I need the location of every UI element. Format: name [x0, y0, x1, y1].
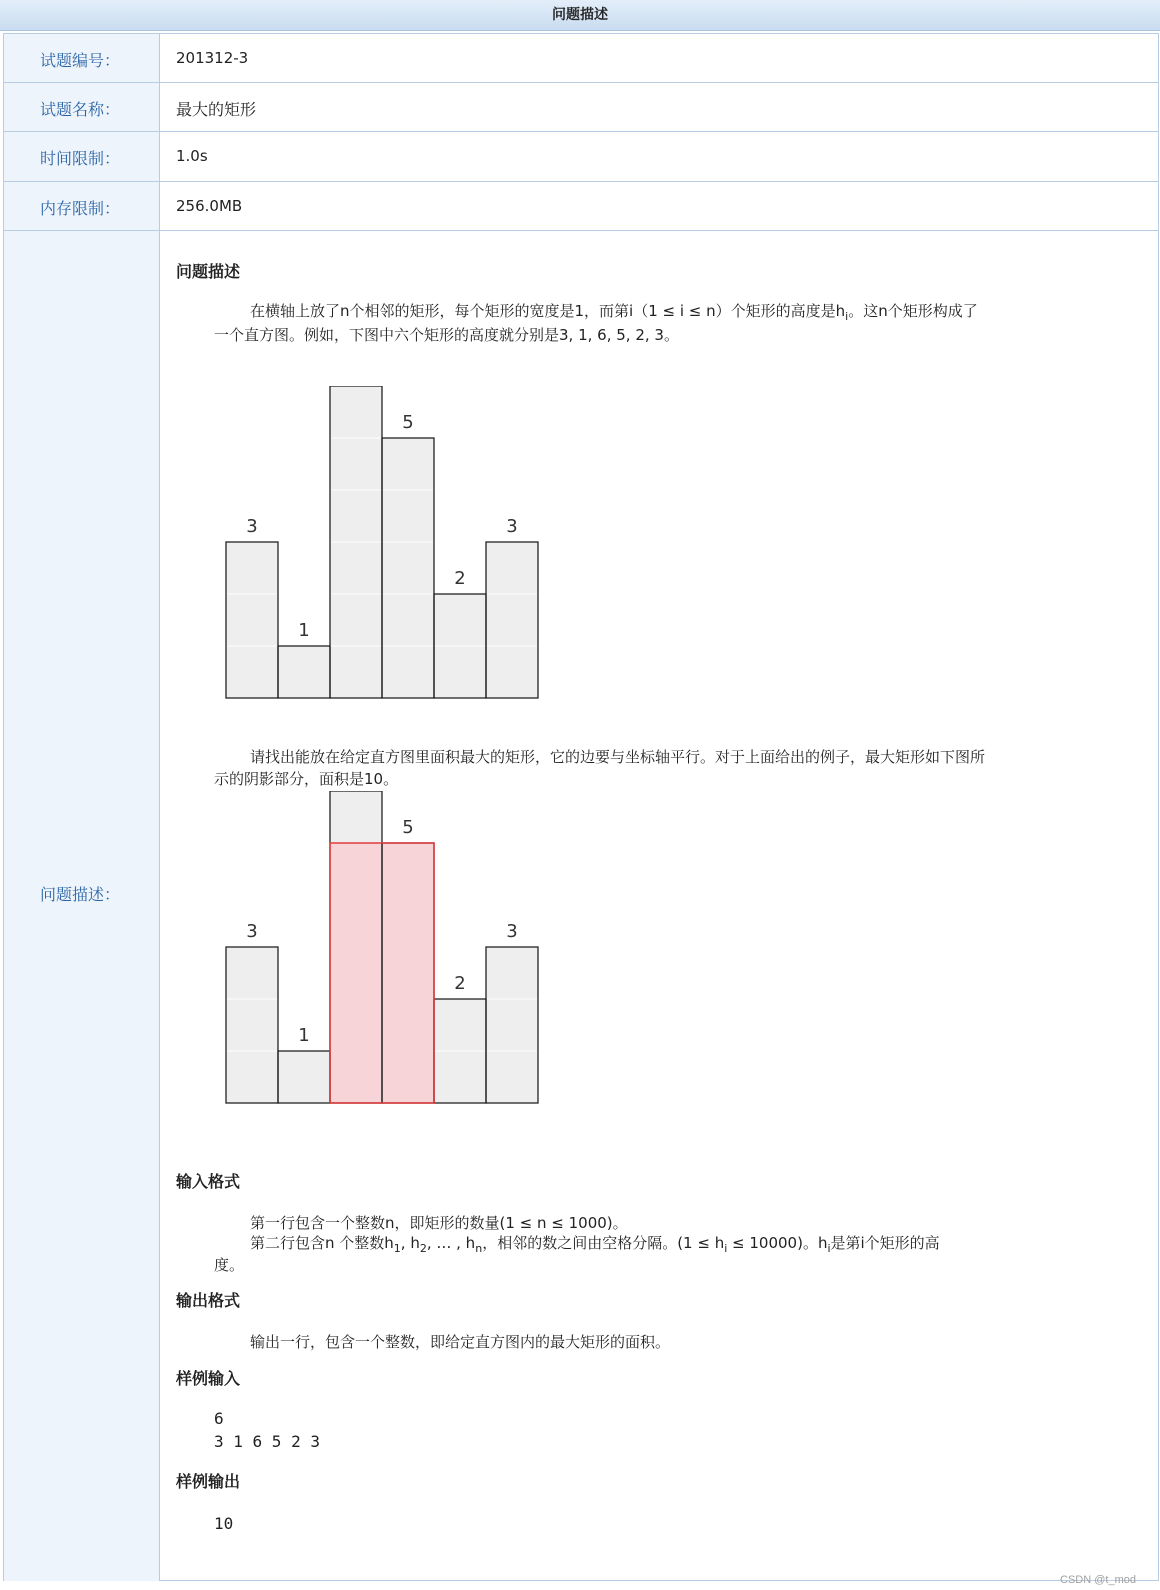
max-rectangle-chart	[224, 791, 554, 1151]
info-row-time	[4, 132, 1158, 182]
text-run: ，相邻的数之间由空格分隔。(1 ≤ h	[482, 1234, 725, 1252]
data-label: 5	[402, 817, 414, 838]
label-text: 内存限制：	[40, 199, 121, 218]
bar	[226, 947, 278, 1103]
section-title-output: 输出格式	[176, 1291, 241, 1310]
text-run: 是第i个矩形的高	[830, 1234, 940, 1252]
problem-id-value: 201312-3	[176, 49, 249, 67]
sample-output-line-1: 10	[214, 1514, 234, 1533]
table-header-title: 问题描述	[0, 0, 1160, 31]
bar	[486, 947, 538, 1103]
info-row-name	[4, 83, 1158, 132]
input-line-1: 第一行包含一个整数n，即矩形的数量(1 ≤ n ≤ 1000)。	[250, 1214, 628, 1232]
problem-paragraph-2: 请找出能放在给定直方图里面积最大的矩形，它的边要与坐标轴平行。对于上面给出的例子，最大矩形如下图所	[250, 748, 986, 766]
section-title-sample-input: 样例输入	[176, 1369, 241, 1388]
text-run: 在横轴上放了n个相邻的矩形，每个矩形的宽度是1，而第i（1 ≤ i ≤ n）个矩形的高度是h	[250, 302, 846, 320]
data-label: 5	[402, 412, 414, 433]
problem-info-table	[3, 33, 1159, 1581]
bar	[486, 542, 538, 698]
info-row-label	[4, 132, 160, 181]
info-row-id	[4, 34, 1158, 83]
info-row-memory	[4, 182, 1158, 231]
memory-limit-value: 256.0MB	[176, 197, 243, 215]
info-row-label	[4, 34, 160, 82]
description-row	[4, 231, 1158, 1581]
input-line-2	[250, 1231, 940, 1261]
data-label: 3	[246, 516, 258, 537]
bar	[226, 542, 278, 698]
text-run: , h	[400, 1234, 420, 1252]
text-run: ≤ 10000)。h	[727, 1234, 828, 1252]
section-title-problem: 问题描述	[176, 262, 241, 281]
problem-paragraph-1-line-2: 一个直方图。例如，下图中六个矩形的高度就分别是3, 1, 6, 5, 2, 3。	[214, 326, 679, 344]
section-title-input: 输入格式	[176, 1172, 241, 1191]
description-row-label	[4, 231, 160, 1581]
bar	[278, 646, 330, 698]
problem-paragraph-2-line-2: 示的阴影部分，面积是10。	[214, 770, 399, 788]
problem-name-value: 最大的矩形	[176, 100, 257, 119]
data-label: 3	[506, 921, 518, 942]
label-text: 时间限制：	[40, 149, 121, 168]
subscript: i	[724, 1242, 728, 1255]
output-line-1: 输出一行，包含一个整数，即给定直方图内的最大矩形的面积。	[250, 1333, 671, 1351]
sample-input-line-2: 3 1 6 5 2 3	[214, 1432, 320, 1451]
label-text: 试题编号：	[40, 51, 121, 70]
label-text: 试题名称：	[40, 100, 121, 119]
subscript: i	[827, 1242, 831, 1255]
bar	[278, 1051, 330, 1103]
text-run: , … , h	[426, 1234, 476, 1252]
info-row-label	[4, 83, 160, 131]
data-label: 2	[454, 568, 466, 589]
data-label: 3	[246, 921, 258, 942]
subscript: n	[475, 1242, 483, 1255]
section-title-sample-output: 样例输出	[176, 1472, 241, 1491]
data-label: 3	[506, 516, 518, 537]
input-line-3: 度。	[214, 1256, 245, 1274]
subscript: i	[845, 310, 849, 323]
histogram-chart	[224, 386, 554, 746]
info-row-label	[4, 182, 160, 230]
watermark: CSDN @t_mod	[1060, 1574, 1136, 1586]
text-run: 第二行包含n 个整数h	[250, 1234, 394, 1252]
data-label: 2	[454, 973, 466, 994]
label-text: 问题描述：	[40, 885, 121, 904]
subscript: 1	[393, 1242, 401, 1255]
data-label: 1	[298, 1025, 310, 1046]
sample-input-line-1: 6	[214, 1409, 224, 1428]
subscript: 2	[419, 1242, 427, 1255]
text-run: 。这n个矩形构成了	[848, 302, 978, 320]
bar	[382, 438, 434, 698]
time-limit-value: 1.0s	[176, 147, 208, 165]
data-label: 1	[298, 620, 310, 641]
